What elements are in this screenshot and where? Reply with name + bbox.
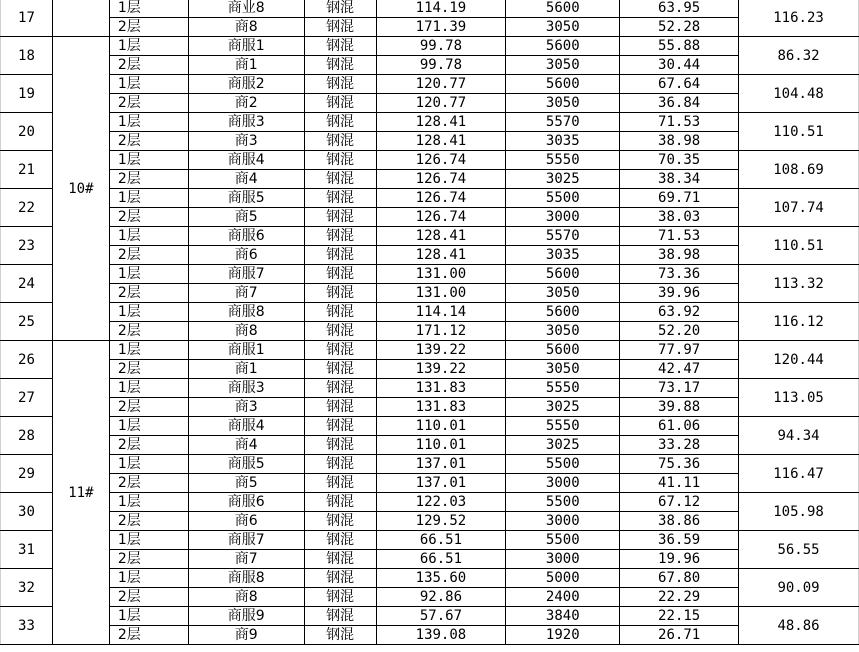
table-row	[1, 436, 859, 455]
structure-cell[interactable]: 钢混	[304, 132, 376, 151]
value-cell[interactable]: 77.97	[620, 341, 739, 360]
value-cell[interactable]: 22.15	[620, 607, 739, 626]
table-row	[1, 75, 859, 94]
use-cell[interactable]: 商服8	[188, 303, 304, 322]
use-cell[interactable]: 商8	[188, 18, 304, 37]
unit-price-cell[interactable]: 3050	[506, 94, 620, 113]
use-cell[interactable]: 商服9	[188, 607, 304, 626]
use-cell[interactable]: 商4	[188, 170, 304, 189]
subtotal-cell[interactable]: 108.69	[739, 151, 859, 189]
unit-price-cell[interactable]: 5570	[506, 227, 620, 246]
use-cell[interactable]: 商1	[188, 360, 304, 379]
area-cell[interactable]: 128.41	[376, 113, 506, 132]
row-number-cell[interactable]: 32	[1, 569, 53, 607]
table-row	[1, 284, 859, 303]
value-cell[interactable]: 41.11	[620, 474, 739, 493]
area-cell[interactable]: 135.60	[376, 569, 506, 588]
value-cell[interactable]: 36.59	[620, 531, 739, 550]
value-cell[interactable]: 73.17	[620, 379, 739, 398]
value-cell[interactable]: 38.03	[620, 208, 739, 227]
unit-price-cell[interactable]: 5600	[506, 303, 620, 322]
row-number-cell[interactable]: 27	[1, 379, 53, 417]
unit-price-cell[interactable]: 5000	[506, 569, 620, 588]
area-cell[interactable]: 126.74	[376, 208, 506, 227]
value-cell[interactable]: 71.53	[620, 113, 739, 132]
subtotal-cell[interactable]: 86.32	[739, 37, 859, 75]
structure-cell[interactable]: 钢混	[304, 588, 376, 607]
area-cell[interactable]: 128.41	[376, 227, 506, 246]
table-row	[1, 379, 859, 398]
unit-price-cell[interactable]: 5500	[506, 189, 620, 208]
area-cell[interactable]: 66.51	[376, 531, 506, 550]
subtotal-cell[interactable]: 107.74	[739, 189, 859, 227]
floor-cell[interactable]: 1层	[109, 493, 188, 512]
floor-cell[interactable]: 2层	[109, 56, 188, 75]
floor-cell[interactable]: 2层	[109, 132, 188, 151]
structure-cell[interactable]: 钢混	[304, 493, 376, 512]
value-cell[interactable]: 33.28	[620, 436, 739, 455]
area-cell[interactable]: 126.74	[376, 189, 506, 208]
area-cell[interactable]: 128.41	[376, 132, 506, 151]
structure-cell[interactable]: 钢混	[304, 569, 376, 588]
table-row	[1, 512, 859, 531]
unit-price-cell[interactable]: 3050	[506, 284, 620, 303]
use-cell[interactable]: 商5	[188, 208, 304, 227]
subtotal-cell[interactable]: 110.51	[739, 227, 859, 265]
use-cell[interactable]: 商服7	[188, 265, 304, 284]
structure-cell[interactable]: 钢混	[304, 56, 376, 75]
floor-cell[interactable]: 1层	[109, 607, 188, 626]
use-cell[interactable]: 商3	[188, 398, 304, 417]
structure-cell[interactable]: 钢混	[304, 360, 376, 379]
area-cell[interactable]: 171.12	[376, 322, 506, 341]
use-cell[interactable]: 商3	[188, 132, 304, 151]
value-cell[interactable]: 38.86	[620, 512, 739, 531]
unit-price-cell[interactable]: 3050	[506, 18, 620, 37]
area-cell[interactable]: 99.78	[376, 37, 506, 56]
area-cell[interactable]: 126.74	[376, 151, 506, 170]
structure-cell[interactable]: 钢混	[304, 474, 376, 493]
use-cell[interactable]: 商服3	[188, 379, 304, 398]
area-cell[interactable]: 139.08	[376, 626, 506, 645]
structure-cell[interactable]: 钢混	[304, 531, 376, 550]
unit-price-cell[interactable]: 5600	[506, 37, 620, 56]
subtotal-cell[interactable]: 104.48	[739, 75, 859, 113]
structure-cell[interactable]: 钢混	[304, 455, 376, 474]
floor-cell[interactable]: 2层	[109, 322, 188, 341]
structure-cell[interactable]: 钢混	[304, 626, 376, 645]
table-row	[1, 94, 859, 113]
unit-price-cell[interactable]: 3000	[506, 474, 620, 493]
table-row	[1, 132, 859, 151]
building-cell[interactable]	[52, 0, 109, 37]
subtotal-cell[interactable]: 116.12	[739, 303, 859, 341]
structure-cell[interactable]: 钢混	[304, 512, 376, 531]
use-cell[interactable]: 商6	[188, 246, 304, 265]
use-cell[interactable]: 商9	[188, 626, 304, 645]
row-number-cell[interactable]: 19	[1, 75, 53, 113]
value-cell[interactable]: 39.96	[620, 284, 739, 303]
structure-cell[interactable]: 钢混	[304, 550, 376, 569]
area-cell[interactable]: 99.78	[376, 56, 506, 75]
table-row	[1, 341, 859, 360]
floor-cell[interactable]: 1层	[109, 37, 188, 56]
row-number-cell[interactable]: 18	[1, 37, 53, 75]
structure-cell[interactable]: 钢混	[304, 303, 376, 322]
structure-cell[interactable]: 钢混	[304, 37, 376, 56]
floor-cell[interactable]: 2层	[109, 170, 188, 189]
use-cell[interactable]: 商服8	[188, 569, 304, 588]
use-cell[interactable]: 商6	[188, 512, 304, 531]
area-cell[interactable]: 131.83	[376, 379, 506, 398]
area-cell[interactable]: 139.22	[376, 360, 506, 379]
use-cell[interactable]: 商7	[188, 284, 304, 303]
unit-price-cell[interactable]: 5600	[506, 341, 620, 360]
unit-price-cell[interactable]: 3025	[506, 436, 620, 455]
table-row	[1, 113, 859, 132]
table-row	[1, 531, 859, 550]
floor-cell[interactable]: 1层	[109, 75, 188, 94]
value-cell[interactable]: 30.44	[620, 56, 739, 75]
structure-cell[interactable]: 钢混	[304, 75, 376, 94]
value-cell[interactable]: 38.98	[620, 132, 739, 151]
subtotal-cell[interactable]: 116.23	[739, 0, 859, 37]
area-cell[interactable]: 110.01	[376, 436, 506, 455]
subtotal-cell[interactable]: 56.55	[739, 531, 859, 569]
table-row	[1, 0, 859, 18]
structure-cell[interactable]: 钢混	[304, 208, 376, 227]
value-cell[interactable]: 67.12	[620, 493, 739, 512]
table-row	[1, 56, 859, 75]
floor-cell[interactable]: 2层	[109, 284, 188, 303]
structure-cell[interactable]: 钢混	[304, 265, 376, 284]
unit-price-cell[interactable]: 5600	[506, 75, 620, 94]
structure-cell[interactable]: 钢混	[304, 113, 376, 132]
floor-cell[interactable]: 2层	[109, 94, 188, 113]
table-row	[1, 246, 859, 265]
unit-price-cell[interactable]: 3000	[506, 512, 620, 531]
building-cell[interactable]: 10#	[52, 37, 109, 341]
unit-price-cell[interactable]: 5500	[506, 493, 620, 512]
use-cell[interactable]: 商服4	[188, 151, 304, 170]
use-cell[interactable]: 商服6	[188, 493, 304, 512]
table-row	[1, 18, 859, 37]
value-cell[interactable]: 70.35	[620, 151, 739, 170]
value-cell[interactable]: 38.98	[620, 246, 739, 265]
area-cell[interactable]: 92.86	[376, 588, 506, 607]
unit-price-cell[interactable]: 3050	[506, 360, 620, 379]
unit-price-cell[interactable]: 2400	[506, 588, 620, 607]
floor-cell[interactable]: 2层	[109, 246, 188, 265]
floor-cell[interactable]: 1层	[109, 455, 188, 474]
use-cell[interactable]: 商服4	[188, 417, 304, 436]
building-cell[interactable]: 11#	[52, 341, 109, 645]
subtotal-cell[interactable]: 113.05	[739, 379, 859, 417]
area-cell[interactable]: 131.83	[376, 398, 506, 417]
floor-cell[interactable]: 1层	[109, 0, 188, 18]
use-cell[interactable]: 商服5	[188, 189, 304, 208]
table-row	[1, 607, 859, 626]
row-number-cell[interactable]: 24	[1, 265, 53, 303]
floor-cell[interactable]: 2层	[109, 398, 188, 417]
row-number-cell[interactable]: 26	[1, 341, 53, 379]
unit-price-cell[interactable]: 5600	[506, 0, 620, 18]
unit-price-cell[interactable]: 3035	[506, 132, 620, 151]
unit-price-cell[interactable]: 3840	[506, 607, 620, 626]
value-cell[interactable]: 36.84	[620, 94, 739, 113]
table-row	[1, 569, 859, 588]
unit-price-cell[interactable]: 5500	[506, 455, 620, 474]
area-cell[interactable]: 131.00	[376, 265, 506, 284]
row-number-cell[interactable]: 29	[1, 455, 53, 493]
use-cell[interactable]: 商服7	[188, 531, 304, 550]
use-cell[interactable]: 商5	[188, 474, 304, 493]
floor-cell[interactable]: 1层	[109, 341, 188, 360]
value-cell[interactable]: 42.47	[620, 360, 739, 379]
unit-price-cell[interactable]: 5550	[506, 151, 620, 170]
unit-price-cell[interactable]: 5550	[506, 417, 620, 436]
structure-cell[interactable]: 钢混	[304, 94, 376, 113]
floor-cell[interactable]: 2层	[109, 626, 188, 645]
unit-price-cell[interactable]: 5570	[506, 113, 620, 132]
value-cell[interactable]: 61.06	[620, 417, 739, 436]
use-cell[interactable]: 商服1	[188, 341, 304, 360]
subtotal-cell[interactable]: 90.09	[739, 569, 859, 607]
structure-cell[interactable]: 钢混	[304, 151, 376, 170]
area-cell[interactable]: 120.77	[376, 94, 506, 113]
subtotal-cell[interactable]: 94.34	[739, 417, 859, 455]
value-cell[interactable]: 73.36	[620, 265, 739, 284]
floor-cell[interactable]: 1层	[109, 113, 188, 132]
table-row	[1, 227, 859, 246]
table-row	[1, 303, 859, 322]
subtotal-cell[interactable]: 110.51	[739, 113, 859, 151]
floor-cell[interactable]: 1层	[109, 569, 188, 588]
area-cell[interactable]: 139.22	[376, 341, 506, 360]
value-cell[interactable]: 63.95	[620, 0, 739, 18]
unit-price-cell[interactable]: 3025	[506, 398, 620, 417]
structure-cell[interactable]: 钢混	[304, 227, 376, 246]
row-number-cell[interactable]: 25	[1, 303, 53, 341]
area-cell[interactable]: 120.77	[376, 75, 506, 94]
table-row	[1, 626, 859, 645]
use-cell[interactable]: 商7	[188, 550, 304, 569]
table-row	[1, 322, 859, 341]
use-cell[interactable]: 商1	[188, 56, 304, 75]
structure-cell[interactable]: 钢混	[304, 379, 376, 398]
structure-cell[interactable]: 钢混	[304, 170, 376, 189]
table-row	[1, 493, 859, 512]
floor-cell[interactable]: 1层	[109, 189, 188, 208]
floor-cell[interactable]: 1层	[109, 417, 188, 436]
floor-cell[interactable]: 1层	[109, 379, 188, 398]
value-cell[interactable]: 75.36	[620, 455, 739, 474]
floor-cell[interactable]: 1层	[109, 265, 188, 284]
floor-cell[interactable]: 2层	[109, 360, 188, 379]
area-cell[interactable]: 137.01	[376, 474, 506, 493]
subtotal-cell[interactable]: 113.32	[739, 265, 859, 303]
structure-cell[interactable]: 钢混	[304, 341, 376, 360]
floor-cell[interactable]: 2层	[109, 512, 188, 531]
value-cell[interactable]: 38.34	[620, 170, 739, 189]
unit-price-cell[interactable]: 1920	[506, 626, 620, 645]
use-cell[interactable]: 商服2	[188, 75, 304, 94]
subtotal-cell[interactable]: 120.44	[739, 341, 859, 379]
area-cell[interactable]: 129.52	[376, 512, 506, 531]
structure-cell[interactable]: 钢混	[304, 18, 376, 37]
area-cell[interactable]: 66.51	[376, 550, 506, 569]
unit-price-cell[interactable]: 3050	[506, 56, 620, 75]
value-cell[interactable]: 26.71	[620, 626, 739, 645]
area-cell[interactable]: 114.14	[376, 303, 506, 322]
subtotal-cell[interactable]: 105.98	[739, 493, 859, 531]
value-cell[interactable]: 63.92	[620, 303, 739, 322]
use-cell[interactable]: 商服1	[188, 37, 304, 56]
use-cell[interactable]: 商业8	[188, 0, 304, 18]
area-cell[interactable]: 126.74	[376, 170, 506, 189]
value-cell[interactable]: 39.88	[620, 398, 739, 417]
subtotal-cell[interactable]: 48.86	[739, 607, 859, 645]
area-cell[interactable]: 137.01	[376, 455, 506, 474]
unit-price-cell[interactable]: 3025	[506, 170, 620, 189]
use-cell[interactable]: 商8	[188, 322, 304, 341]
table-row	[1, 550, 859, 569]
table-row	[1, 588, 859, 607]
floor-cell[interactable]: 2层	[109, 474, 188, 493]
table-row	[1, 170, 859, 189]
structure-cell[interactable]: 钢混	[304, 607, 376, 626]
value-cell[interactable]: 55.88	[620, 37, 739, 56]
use-cell[interactable]: 商4	[188, 436, 304, 455]
structure-cell[interactable]: 钢混	[304, 189, 376, 208]
table-row	[1, 37, 859, 56]
floor-cell[interactable]: 2层	[109, 588, 188, 607]
unit-price-cell[interactable]: 3035	[506, 246, 620, 265]
row-number-cell[interactable]: 22	[1, 189, 53, 227]
value-cell[interactable]: 71.53	[620, 227, 739, 246]
row-number-cell[interactable]: 21	[1, 151, 53, 189]
table-row	[1, 360, 859, 379]
table-row	[1, 189, 859, 208]
use-cell[interactable]: 商8	[188, 588, 304, 607]
table-row	[1, 398, 859, 417]
area-cell[interactable]: 122.03	[376, 493, 506, 512]
floor-cell[interactable]: 2层	[109, 18, 188, 37]
structure-cell[interactable]: 钢混	[304, 417, 376, 436]
unit-price-cell[interactable]: 5600	[506, 265, 620, 284]
row-number-cell[interactable]: 30	[1, 493, 53, 531]
use-cell[interactable]: 商服6	[188, 227, 304, 246]
structure-cell[interactable]: 钢混	[304, 284, 376, 303]
area-cell[interactable]: 131.00	[376, 284, 506, 303]
row-number-cell[interactable]: 23	[1, 227, 53, 265]
table-row	[1, 151, 859, 170]
floor-cell[interactable]: 1层	[109, 531, 188, 550]
structure-cell[interactable]: 钢混	[304, 246, 376, 265]
row-number-cell[interactable]: 17	[1, 0, 53, 37]
floor-cell[interactable]: 1层	[109, 151, 188, 170]
floor-cell[interactable]: 2层	[109, 208, 188, 227]
use-cell[interactable]: 商服3	[188, 113, 304, 132]
value-cell[interactable]: 22.29	[620, 588, 739, 607]
value-cell[interactable]: 69.71	[620, 189, 739, 208]
unit-price-cell[interactable]: 5500	[506, 531, 620, 550]
area-cell[interactable]: 114.19	[376, 0, 506, 18]
table-row	[1, 455, 859, 474]
value-cell[interactable]: 19.96	[620, 550, 739, 569]
table-row	[1, 417, 859, 436]
row-number-cell[interactable]: 31	[1, 531, 53, 569]
row-number-cell[interactable]: 20	[1, 113, 53, 151]
area-cell[interactable]: 128.41	[376, 246, 506, 265]
structure-cell[interactable]: 钢混	[304, 322, 376, 341]
structure-cell[interactable]: 钢混	[304, 398, 376, 417]
unit-price-cell[interactable]: 3000	[506, 208, 620, 227]
floor-cell[interactable]: 2层	[109, 550, 188, 569]
row-number-cell[interactable]: 28	[1, 417, 53, 455]
value-cell[interactable]: 52.28	[620, 18, 739, 37]
row-number-cell[interactable]: 33	[1, 607, 53, 645]
unit-price-cell[interactable]: 3000	[506, 550, 620, 569]
table-row	[1, 265, 859, 284]
structure-cell[interactable]: 钢混	[304, 0, 376, 18]
area-cell[interactable]: 110.01	[376, 417, 506, 436]
floor-cell[interactable]: 1层	[109, 227, 188, 246]
use-cell[interactable]: 商服5	[188, 455, 304, 474]
use-cell[interactable]: 商2	[188, 94, 304, 113]
structure-cell[interactable]: 钢混	[304, 436, 376, 455]
area-cell[interactable]: 57.67	[376, 607, 506, 626]
table-row	[1, 474, 859, 493]
value-cell[interactable]: 67.64	[620, 75, 739, 94]
area-cell[interactable]: 171.39	[376, 18, 506, 37]
subtotal-cell[interactable]: 116.47	[739, 455, 859, 493]
unit-price-cell[interactable]: 5550	[506, 379, 620, 398]
unit-price-cell[interactable]: 3050	[506, 322, 620, 341]
table-row	[1, 208, 859, 227]
floor-cell[interactable]: 1层	[109, 303, 188, 322]
value-cell[interactable]: 67.80	[620, 569, 739, 588]
value-cell[interactable]: 52.20	[620, 322, 739, 341]
floor-cell[interactable]: 2层	[109, 436, 188, 455]
